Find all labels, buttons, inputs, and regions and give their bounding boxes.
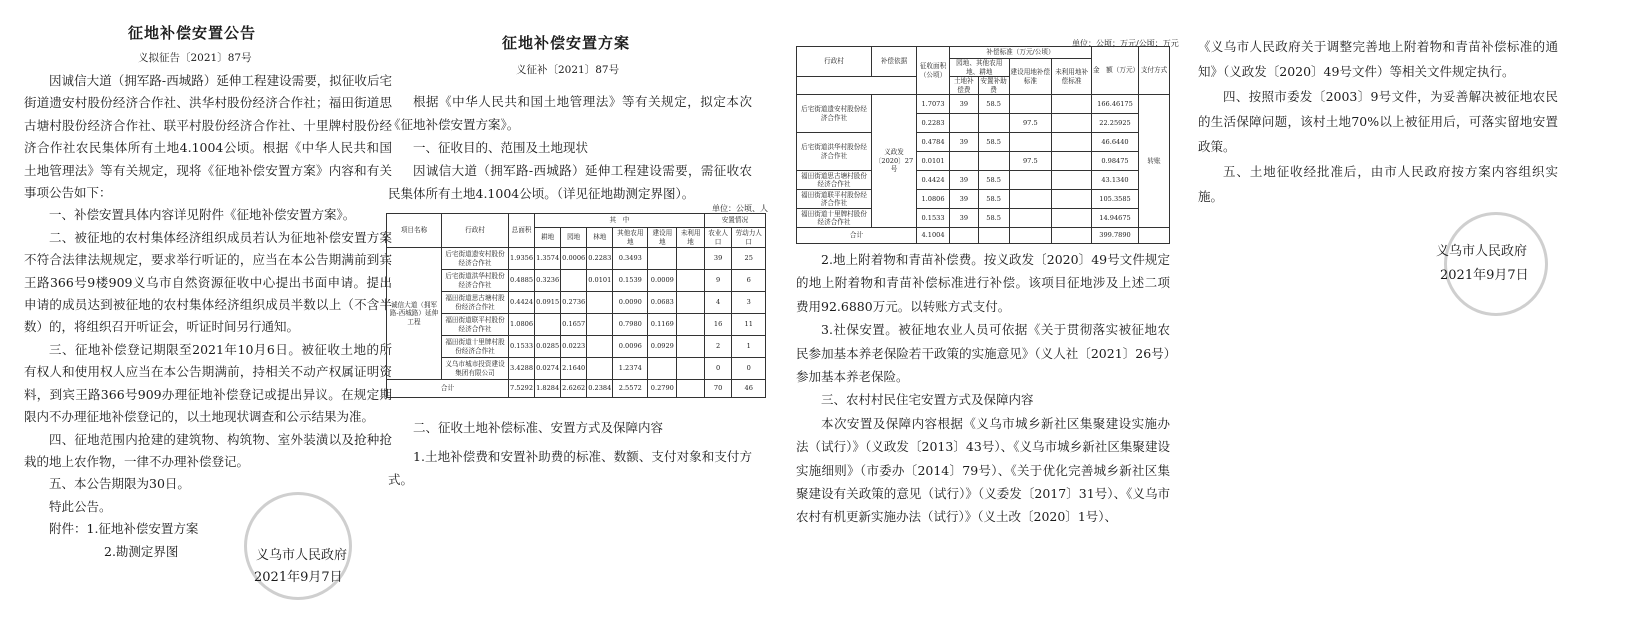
th-comp-std: 补偿标准（万元/公顷） xyxy=(950,47,1092,59)
comp-village: 福田街道十里牌村股份经济合作社 xyxy=(797,209,872,228)
plan-intro: 根据《中华人民共和国土地管理法》等有关规定，拟定本次《征地补偿安置方案》。 xyxy=(388,94,752,132)
comp-village: 福田街道联平村股份经济合作社 xyxy=(797,190,872,209)
comp-row xyxy=(797,95,1170,114)
land-cell: 16 xyxy=(704,314,732,336)
th-comp-basis: 补偿依据 xyxy=(872,47,917,77)
land-total-cell: 2.5572 xyxy=(613,380,648,398)
comp-table-unit: 单位：公顷；万元/公顷；万元 xyxy=(1072,39,1179,48)
comp-cell-m: 0.98475 xyxy=(1092,152,1139,171)
th-col: 劳动力人口 xyxy=(732,228,766,248)
comp-cell-u xyxy=(1052,133,1092,152)
land-total-cell: 0.2384 xyxy=(587,380,613,398)
land-cell: 0.0006 xyxy=(561,248,587,270)
th-resettle: 安置情况 xyxy=(704,214,765,228)
land-cell: 4 xyxy=(704,292,732,314)
comp-cell-rf: 58.5 xyxy=(978,171,1009,190)
comp-cell-b: 97.5 xyxy=(1009,152,1052,171)
comp-cell-b xyxy=(1009,171,1052,190)
land-cell: 1.3574 xyxy=(535,248,561,270)
comp-cell-b xyxy=(1009,133,1052,152)
land-cell: 0.0101 xyxy=(587,270,613,292)
land-cell: 0.1657 xyxy=(561,314,587,336)
notice-attach-2: 2.勘测定界图 xyxy=(104,543,179,559)
land-cell xyxy=(587,358,613,380)
comp-cell-rf: 58.5 xyxy=(978,133,1009,152)
comp-row xyxy=(797,209,1170,228)
land-cell: 0 xyxy=(732,358,766,380)
th-comp-blank xyxy=(797,77,917,95)
land-cell: 0.0096 xyxy=(613,336,648,358)
tail-body xyxy=(1198,34,1558,209)
notice-para-7: 特此公告。 xyxy=(49,498,112,514)
tail-issuer: 义乌市人民政府 xyxy=(1436,244,1528,259)
land-cell: 0 xyxy=(704,358,732,380)
land-cell: 0.7980 xyxy=(613,314,648,336)
notice-date: 2021年9月7日 xyxy=(254,570,343,585)
th-total: 总面积 xyxy=(509,214,535,248)
land-cell: 1.2374 xyxy=(613,358,648,380)
comp-cell-lf: 39 xyxy=(950,190,979,209)
comp-cell-a: 1.0806 xyxy=(917,190,950,209)
land-cell xyxy=(587,314,613,336)
land-cell: 25 xyxy=(732,248,766,270)
land-total-cell: 0.2790 xyxy=(648,380,677,398)
land-row xyxy=(387,336,766,358)
comp-cell-rf xyxy=(978,152,1009,171)
land-cell: 0.1169 xyxy=(648,314,677,336)
notice-para-5: 四、征地范围内抢建的建筑物、构筑物、室外装潢以及抢种抢栽的地上农作物，一律不办理补偿登记。 xyxy=(24,431,392,469)
land-cell: 3.4288 xyxy=(509,358,535,380)
land-total-cell: 70 xyxy=(704,380,732,398)
land-cell xyxy=(648,248,677,270)
th-village: 行政村 xyxy=(442,214,509,248)
land-cell: 0.4885 xyxy=(509,270,535,292)
land-cell: 0.0090 xyxy=(613,292,648,314)
plan-body-top xyxy=(388,90,752,205)
comp-cell-lf: 39 xyxy=(950,171,979,190)
th-col: 园地 xyxy=(561,228,587,248)
land-total-cell: 7.5292 xyxy=(509,380,535,398)
land-cell: 0.4424 xyxy=(509,292,535,314)
tail-para-1: 《义乌市人民政府关于调整完善地上附着物和青苗补偿标准的通知》（义政发〔2020〕49号文件）等相关文件规定执行。 xyxy=(1198,39,1558,79)
land-cell xyxy=(677,270,704,292)
comp-cell-rf: 58.5 xyxy=(978,190,1009,209)
comp-cell-b xyxy=(1009,209,1052,228)
comp-cell-a: 0.0101 xyxy=(917,152,950,171)
land-total-row xyxy=(387,380,766,398)
land-cell xyxy=(587,292,613,314)
land-cell: 0.0683 xyxy=(648,292,677,314)
th-comp-village: 行政村 xyxy=(797,47,872,77)
plan-section-2: 二、征收土地补偿标准、安置方式及保障内容 xyxy=(413,420,664,435)
land-cell: 0.3236 xyxy=(535,270,561,292)
comp-cell-lf xyxy=(950,152,979,171)
comp-cell-b: 97.5 xyxy=(1009,114,1052,133)
comp-total-label: 合计 xyxy=(797,228,917,244)
th-comp-land-fee: 土地补偿费 xyxy=(950,77,979,95)
land-cell xyxy=(677,248,704,270)
comp-cell-m: 46.6440 xyxy=(1092,133,1139,152)
land-total-label: 合计 xyxy=(387,380,509,398)
th-col: 建设用地 xyxy=(648,228,677,248)
land-village: 后宅街道遗安村股份经济合作社 xyxy=(442,248,509,270)
land-cell: 0.3493 xyxy=(613,248,648,270)
plan-title: 征地补偿安置方案 xyxy=(502,34,631,52)
land-total-cell xyxy=(677,380,704,398)
comp-cell-a: 0.4424 xyxy=(917,171,950,190)
th-among: 其 中 xyxy=(535,214,705,228)
comp-village: 福田街道思古塘村股份经济合作社 xyxy=(797,171,872,190)
comp-cell-u xyxy=(1052,190,1092,209)
land-cell xyxy=(677,336,704,358)
notice-body xyxy=(24,70,392,563)
comp-total-amount: 399.7890 xyxy=(1092,228,1139,244)
th-col: 耕地 xyxy=(535,228,561,248)
th-comp-build: 建设用地补偿标准 xyxy=(1009,59,1052,95)
comp-body xyxy=(796,248,1170,529)
land-cell: 1.0806 xyxy=(509,314,535,336)
comp-cell-rf: 58.5 xyxy=(978,209,1009,228)
land-cell: 0.0223 xyxy=(561,336,587,358)
comp-cell-b xyxy=(1009,95,1052,114)
land-cell: 0.0009 xyxy=(648,270,677,292)
land-cell: 1 xyxy=(732,336,766,358)
th-comp-unused: 未利用地补偿标准 xyxy=(1052,59,1092,95)
plan-section-1-text: 因诚信大道（拥军路-西城路）延伸工程建设需要，需征收农民集体所有土地4.1004公顷。（详见征地勘测定界图）。 xyxy=(388,163,752,201)
comp-basis: 义政发〔2020〕27号 xyxy=(872,95,917,228)
comp-total-area: 4.1004 xyxy=(917,228,950,244)
th-col: 其他农用地 xyxy=(613,228,648,248)
land-row xyxy=(387,270,766,292)
plan-section-2-1: 1.土地补偿费和安置补助费的标准、数额、支付对象和支付方式。 xyxy=(388,449,752,487)
comp-section-3: 三、农村村民住宅安置方式及保障内容 xyxy=(821,392,1034,408)
land-row xyxy=(387,248,766,270)
comp-cell-lf: 39 xyxy=(950,95,979,114)
land-cell: 0.0915 xyxy=(535,292,561,314)
land-cell: 3 xyxy=(732,292,766,314)
land-cell: 0.0929 xyxy=(648,336,677,358)
comp-cell-lf: 39 xyxy=(950,209,979,228)
notice-issuer: 义乌市人民政府 xyxy=(256,548,348,563)
th-col: 未利用地 xyxy=(677,228,704,248)
notice-para-3: 二、被征地的农村集体经济组织成员若认为征地补偿安置方案不符合法律法规规定，要求举行听证的，应当在本公告期满前到宾王路366号9楼909义乌市自然资源征收中心提出书面申请。提出申请的成员达到被征地的农村集体经济组织成员半数以上（不含半数）的，将组织召开听证会，听证时间另行通知。 xyxy=(24,229,392,335)
land-village: 福田街道联平村股份经济合作社 xyxy=(442,314,509,336)
plan-body-bottom xyxy=(388,416,752,491)
land-total-cell: 46 xyxy=(732,380,766,398)
comp-total-blank xyxy=(978,228,1009,244)
comp-pay: 转账 xyxy=(1139,95,1170,228)
comp-para-2: 2.地上附着物和青苗补偿费。按义政发〔2020〕49号文件规定的地上附着物和青苗补偿标准进行补偿。该项目征地涉及上述二项费用92.6880万元。以转账方式支付。 xyxy=(796,252,1170,314)
land-row xyxy=(387,314,766,336)
land-cell xyxy=(677,358,704,380)
comp-cell-a: 0.4784 xyxy=(917,133,950,152)
land-cell: 0.1533 xyxy=(509,336,535,358)
notice-attach-1: 附件：1.征地补偿安置方案 xyxy=(49,521,199,537)
comp-cell-a: 0.2283 xyxy=(917,114,950,133)
land-village: 福田街道思古塘村股份经济合作社 xyxy=(442,292,509,314)
land-village: 福田街道十里牌村股份经济合作社 xyxy=(442,336,509,358)
land-cell xyxy=(535,314,561,336)
comp-total-blank xyxy=(1009,228,1052,244)
project-name: 诚信大道（拥军路-西城路）延伸工程 xyxy=(387,248,442,380)
notice-para-4: 三、征地补偿登记期限至2021年10月6日。被征收土地的所有权人和使用权人应当在本公告期满前，持相关不动产权属证明资料，到宾王路366号909办理征地补偿登记或提出异议。在规定期限内不办理征地补偿登记的，以土地现状调查和公示结果为准。 xyxy=(24,341,392,425)
notice-title: 征地补偿安置公告 xyxy=(128,24,257,42)
land-cell xyxy=(561,270,587,292)
comp-total-blank xyxy=(1052,228,1092,244)
comp-cell-b xyxy=(1009,190,1052,209)
land-village: 义乌市城市投资建设集团有限公司 xyxy=(442,358,509,380)
comp-total-row xyxy=(797,228,1170,244)
plan-doc-no: 义征补〔2021〕87号 xyxy=(516,64,620,76)
land-total-cell: 2.6262 xyxy=(561,380,587,398)
land-cell: 11 xyxy=(732,314,766,336)
comp-cell-u xyxy=(1052,114,1092,133)
land-cell: 0.2736 xyxy=(561,292,587,314)
land-cell: 0.0274 xyxy=(535,358,561,380)
comp-row xyxy=(797,133,1170,152)
notice-para-1: 因诚信大道（拥军路-西城路）延伸工程建设需要，拟征收后宅街道遗安村股份经济合作社、洪华村股份经济合作社；福田街道思古塘村股份经济合作社、联平村股份经济合作社、十里牌村股份经济合作社农民集体所有土地4.1004公顷。根据《中华人民共和国土地管理法》等有关规定，现将《征地补偿安置方案》内容和有关事项公告如下： xyxy=(24,73,392,201)
th-comp-garden: 园地、其他农用地、耕地 xyxy=(950,59,1010,77)
plan-table-unit: 单位：公顷、人 xyxy=(712,204,768,213)
comp-cell-a: 1.7073 xyxy=(917,95,950,114)
th-comp-amount: 金 额（万元） xyxy=(1092,47,1139,95)
land-cell: 2.1640 xyxy=(561,358,587,380)
land-cell xyxy=(648,358,677,380)
comp-cell-lf xyxy=(950,114,979,133)
comp-cell-u xyxy=(1052,171,1092,190)
land-row xyxy=(387,292,766,314)
tail-para-3: 五、土地征收经批准后，由市人民政府按方案内容组织实施。 xyxy=(1198,164,1558,204)
comp-cell-u xyxy=(1052,152,1092,171)
th-comp-area: 征收面积（公顷） xyxy=(917,47,950,95)
comp-cell-rf: 58.5 xyxy=(978,95,1009,114)
comp-cell-u xyxy=(1052,209,1092,228)
comp-total-blank xyxy=(1139,228,1170,244)
land-cell: 0.1539 xyxy=(613,270,648,292)
land-cell: 0.2283 xyxy=(587,248,613,270)
land-total-cell: 1.8284 xyxy=(535,380,561,398)
land-cell: 0.0285 xyxy=(535,336,561,358)
comp-total-blank xyxy=(950,228,979,244)
comp-cell-m: 166.46175 xyxy=(1092,95,1139,114)
comp-cell-a: 0.1533 xyxy=(917,209,950,228)
land-row xyxy=(387,358,766,380)
comp-cell-m: 105.3585 xyxy=(1092,190,1139,209)
comp-row xyxy=(797,171,1170,190)
th-comp-resettle-fee: 安置补助费 xyxy=(978,77,1009,95)
comp-cell-lf: 39 xyxy=(950,133,979,152)
plan-section-1: 一、征收目的、范围及土地现状 xyxy=(413,140,589,155)
th-comp-pay: 支付方式 xyxy=(1139,47,1170,95)
comp-village: 后宅街道遗安村股份经济合作社 xyxy=(797,95,872,133)
land-table xyxy=(386,213,766,398)
notice-doc-no: 义拟征告〔2021〕87号 xyxy=(138,52,252,64)
notice-para-2: 一、补偿安置具体内容详见附件《征地补偿安置方案》。 xyxy=(49,207,356,223)
land-cell: 39 xyxy=(704,248,732,270)
tail-para-2: 四、按照市委发〔2003〕9号文件，为妥善解决被征地农民的生活保障问题，该村土地70%以上被征用后，可落实留地安置政策。 xyxy=(1198,89,1558,154)
land-cell: 2 xyxy=(704,336,732,358)
th-col: 林地 xyxy=(587,228,613,248)
tail-date: 2021年9月7日 xyxy=(1440,268,1529,283)
comp-section-3-text: 本次安置及保障内容根据《义乌市城乡新社区集聚建设实施办法（试行）》（义政发〔2013〕43号）、《义乌市城乡新社区集聚建设实施细则》（市委办〔2014〕79号）、《关于优化完善城乡新社区集聚建设有关政策的意见（试行）》（义委发〔2017〕31号）、《义乌市农村有机更新实施办法（试行）》（义土改〔2020〕1号）、 xyxy=(796,415,1170,525)
th-col: 农业人口 xyxy=(704,228,732,248)
comp-cell-rf xyxy=(978,114,1009,133)
land-cell: 6 xyxy=(732,270,766,292)
land-cell xyxy=(677,292,704,314)
land-village: 后宅街道洪华村股份经济合作社 xyxy=(442,270,509,292)
land-cell xyxy=(677,314,704,336)
th-item: 项目名称 xyxy=(387,214,442,248)
comp-cell-m: 43.1340 xyxy=(1092,171,1139,190)
land-cell: 9 xyxy=(704,270,732,292)
comp-cell-m: 14.94675 xyxy=(1092,209,1139,228)
comp-para-3: 3.社保安置。被征地农业人员可依据《关于贯彻落实被征地农民参加基本养老保险若干政策的实施意见》（义人社〔2021〕26号）参加基本养老保险。 xyxy=(796,322,1170,385)
comp-row xyxy=(797,190,1170,209)
comp-village: 后宅街道洪华村股份经济合作社 xyxy=(797,133,872,171)
comp-cell-u xyxy=(1052,95,1092,114)
compensation-table xyxy=(796,46,1170,244)
comp-cell-m: 22.25925 xyxy=(1092,114,1139,133)
land-cell xyxy=(587,336,613,358)
notice-para-6: 五、本公告期限为30日。 xyxy=(49,476,190,492)
land-cell: 1.9356 xyxy=(509,248,535,270)
